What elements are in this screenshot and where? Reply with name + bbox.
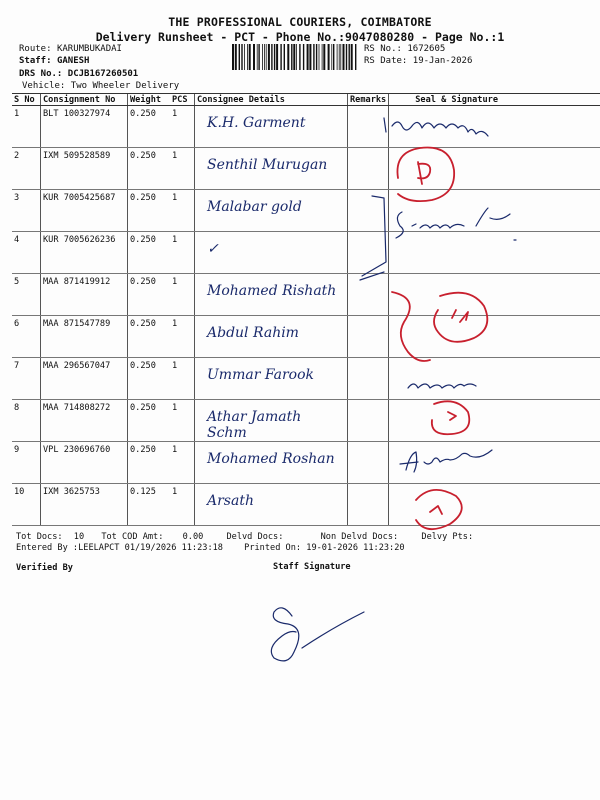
table-row (12, 274, 600, 316)
row-seal-signature (389, 442, 600, 484)
consignee-handwriting: Malabar gold (207, 199, 302, 215)
row-weight: 0.250 (128, 316, 171, 358)
rs-date-line (364, 56, 472, 66)
table-row (12, 232, 600, 274)
route-line (19, 44, 122, 54)
row-remarks (348, 358, 389, 400)
row-remarks (348, 274, 389, 316)
col-pcs: PCS (170, 94, 195, 106)
table-row (12, 106, 600, 148)
row-sno: 5 (12, 274, 41, 316)
table-row (12, 148, 600, 190)
col-remarks: Remarks (348, 94, 389, 106)
row-consignment-no: MAA 296567047 (41, 358, 128, 400)
staff-signature-label: Staff Signature (273, 562, 351, 572)
row-weight: 0.250 (128, 358, 171, 400)
consignee-handwriting: Senthil Murugan (207, 157, 328, 173)
row-weight: 0.250 (128, 148, 171, 190)
row-consignee (195, 358, 348, 400)
row-consignment-no: VPL 230696760 (41, 442, 128, 484)
rs-no-label: RS No.: (364, 44, 402, 54)
row-pcs: 1 (170, 274, 195, 316)
drs-label: DRS No.: (19, 69, 63, 79)
row-seal-signature (389, 148, 600, 190)
consignee-handwriting: Ummar Farook (207, 367, 314, 383)
verified-by-label: Verified By (16, 563, 73, 573)
drs-value: DCJB167260501 (67, 69, 139, 79)
row-weight: 0.250 (128, 232, 171, 274)
row-weight: 0.250 (128, 442, 171, 484)
consignee-handwriting: ✓ (207, 241, 219, 257)
entered-line (16, 543, 405, 553)
row-consignee (195, 232, 348, 274)
row-consignment-no: KUR 7005425687 (41, 190, 128, 232)
table-row (12, 400, 600, 442)
row-sno: 2 (12, 148, 41, 190)
row-consignment-no: KUR 7005626236 (41, 232, 128, 274)
row-remarks (348, 484, 389, 526)
row-remarks (348, 400, 389, 442)
consignee-handwriting: Mohamed Roshan (207, 451, 335, 467)
row-consignment-no: IXM 509528589 (41, 148, 128, 190)
vehicle-label: Vehicle: (22, 81, 66, 91)
printed-label: Printed On: (244, 543, 302, 553)
runsheet-subtitle: Delivery Runsheet - PCT - Phone No.:9047080280 - Page No.:1 (95, 30, 505, 44)
row-seal-signature (389, 484, 600, 526)
verified-signature-mark (271, 608, 364, 661)
company-title: THE PROFESSIONAL COURIERS, COIMBATORE (168, 15, 432, 29)
col-consignee: Consignee Details (195, 94, 348, 106)
row-remarks (348, 232, 389, 274)
row-consignment-no: MAA 714808272 (41, 400, 128, 442)
route-label: Route: (19, 44, 52, 54)
row-remarks (348, 190, 389, 232)
col-sno: S No (12, 94, 41, 106)
row-weight: 0.250 (128, 190, 171, 232)
consignee-handwriting: Arsath (207, 493, 254, 509)
table-header-row (12, 94, 600, 106)
row-consignee (195, 316, 348, 358)
table-row (12, 316, 600, 358)
row-weight: 0.250 (128, 274, 171, 316)
row-consignment-no: MAA 871419912 (41, 274, 128, 316)
route-value: KARUMBUKADAI (56, 44, 122, 54)
row-seal-signature (389, 400, 600, 442)
row-seal-signature (389, 190, 600, 232)
row-seal-signature (389, 274, 600, 316)
row-sno: 10 (12, 484, 41, 526)
staff-line (19, 56, 89, 66)
row-consignee (195, 190, 348, 232)
row-seal-signature (389, 106, 600, 148)
row-consignee (195, 274, 348, 316)
row-pcs: 1 (170, 148, 195, 190)
non-delvd-docs-label: Non Delvd Docs: (320, 532, 399, 542)
table-row (12, 190, 600, 232)
row-sno: 6 (12, 316, 41, 358)
row-seal-signature (389, 316, 600, 358)
row-consignment-no: MAA 871547789 (41, 316, 128, 358)
row-pcs: 1 (170, 316, 195, 358)
row-consignment-no: BLT 100327974 (41, 106, 128, 148)
rs-date-label: RS Date: (364, 56, 408, 66)
row-sno: 4 (12, 232, 41, 274)
row-pcs: 1 (170, 190, 195, 232)
vehicle-line (22, 81, 179, 91)
tot-cod-label: Tot COD Amt: (101, 532, 164, 542)
row-sno: 1 (12, 106, 41, 148)
row-weight: 0.250 (128, 400, 171, 442)
row-seal-signature (389, 358, 600, 400)
row-pcs: 1 (170, 484, 195, 526)
table-row (12, 358, 600, 400)
tot-docs-label: Tot Docs: (16, 532, 63, 542)
drs-line (19, 69, 138, 79)
consignee-handwriting: Abdul Rahim (207, 325, 299, 341)
row-sno: 7 (12, 358, 41, 400)
vehicle-value: Two Wheeler Delivery (70, 81, 180, 91)
consignee-handwriting: Athar Jamath Schm (207, 409, 302, 441)
consignee-handwriting: Mohamed Rishath (207, 283, 337, 299)
row-consignee (195, 400, 348, 442)
entered-value: LEELAPCT 01/19/2026 11:23:18 (78, 543, 223, 553)
staff-value: GANESH (56, 56, 90, 66)
row-pcs: 1 (170, 400, 195, 442)
row-consignment-no: IXM 3625753 (41, 484, 128, 526)
rs-no-value: 1672605 (407, 44, 446, 54)
row-pcs: 1 (170, 358, 195, 400)
row-sno: 9 (12, 442, 41, 484)
row-pcs: 1 (170, 106, 195, 148)
row-weight: 0.250 (128, 106, 171, 148)
rs-no-line (364, 44, 445, 54)
rs-date-value: 19-Jan-2026 (412, 56, 473, 66)
row-seal-signature (389, 232, 600, 274)
row-consignee (195, 442, 348, 484)
runsheet-table (12, 93, 600, 526)
tot-docs-value: 10 (73, 532, 85, 542)
delvy-pts-label: Delvy Pts: (421, 532, 474, 542)
row-consignee (195, 484, 348, 526)
totals-line (16, 532, 473, 542)
staff-label: Staff: (19, 56, 52, 66)
delvd-docs-label: Delvd Docs: (226, 532, 284, 542)
row-remarks (348, 106, 389, 148)
row-consignee (195, 106, 348, 148)
row-remarks (348, 148, 389, 190)
row-pcs: 1 (170, 442, 195, 484)
row-weight: 0.125 (128, 484, 171, 526)
consignee-handwriting: K.H. Garment (207, 115, 306, 131)
row-consignee (195, 148, 348, 190)
col-consignment: Consignment No (41, 94, 128, 106)
row-remarks (348, 442, 389, 484)
row-sno: 3 (12, 190, 41, 232)
tot-cod-value: 0.00 (182, 532, 204, 542)
barcode-image (232, 44, 358, 70)
table-row (12, 442, 600, 484)
table-row (12, 484, 600, 526)
col-seal: Seal & Signature (389, 94, 600, 106)
entered-label: Entered By : (16, 543, 79, 553)
row-remarks (348, 316, 389, 358)
row-pcs: 1 (170, 232, 195, 274)
row-sno: 8 (12, 400, 41, 442)
printed-value: 19-01-2026 11:23:20 (306, 543, 405, 553)
col-weight: Weight (128, 94, 171, 106)
